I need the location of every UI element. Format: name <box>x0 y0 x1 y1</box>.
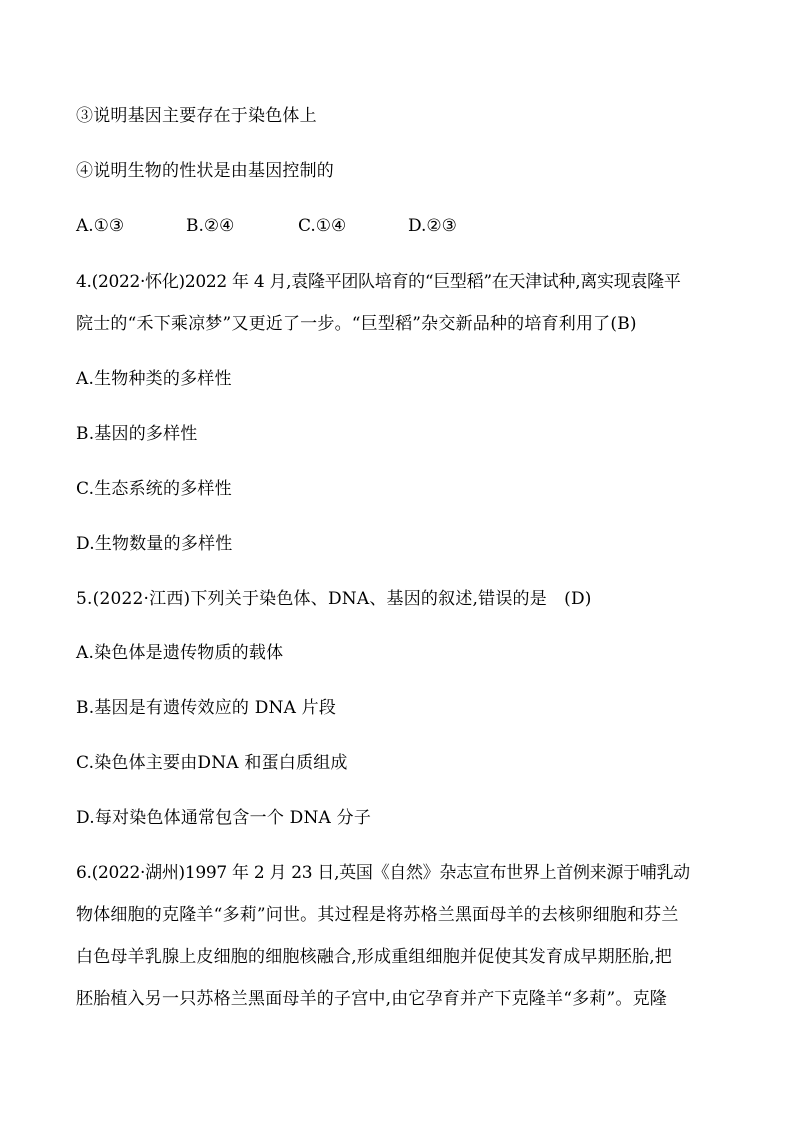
q4-option-c: C.生态系统的多样性 <box>76 479 232 499</box>
q6-stem-line-3: 白色母羊乳腺上皮细胞的细胞核融合,形成重组细胞并促使其发育成早期胚胎,把 <box>76 947 673 967</box>
q5-option-a: A.染色体是遗传物质的载体 <box>76 643 284 663</box>
q5-stem: 5.(2022·江西)下列关于染色体、DNA、基因的叙述,错误的是 (D) <box>76 589 592 609</box>
q5-option-b: B.基因是有遗传效应的 DNA 片段 <box>76 698 337 718</box>
q4-option-d: D.生物数量的多样性 <box>76 534 233 554</box>
q4-stem-line-1: 4.(2022·怀化)2022 年 4 月,袁隆平团队培育的“巨型稻”在天津试种,离实现袁隆平 <box>76 272 681 292</box>
q4-stem-line-2: 院士的“禾下乘凉梦”又更近了一步。“巨型稻”杂交新品种的培育利用了(B) <box>76 314 637 334</box>
q3-option-a: A.①③ <box>76 216 125 236</box>
q4-option-b: B.基因的多样性 <box>76 424 198 444</box>
q3-option-b: B.②④ <box>186 216 235 236</box>
q3-options <box>76 214 726 240</box>
q6-stem-line-2: 物体细胞的克隆羊“多莉”问世。其过程是将苏格兰黑面母羊的去核卵细胞和芬兰 <box>76 905 679 925</box>
q3-statement-3: ③说明基因主要存在于染色体上 <box>76 106 317 126</box>
q6-stem-line-4: 胚胎植入另一只苏格兰黑面母羊的子宫中,由它孕育并产下克隆羊“多莉”。克隆 <box>76 989 667 1009</box>
q5-option-d: D.每对染色体通常包含一个 DNA 分子 <box>76 808 372 828</box>
q5-option-c: C.染色体主要由DNA 和蛋白质组成 <box>76 753 348 773</box>
q6-stem-line-1: 6.(2022·湖州)1997 年 2 月 23 日,英国《自然》杂志宣布世界上首例来源于哺乳动 <box>76 863 690 883</box>
q3-statement-4: ④说明生物的性状是由基因控制的 <box>76 161 334 181</box>
q3-option-d: D.②③ <box>408 216 457 236</box>
q4-option-a: A.生物种类的多样性 <box>76 369 232 389</box>
q3-option-c: C.①④ <box>298 216 347 236</box>
